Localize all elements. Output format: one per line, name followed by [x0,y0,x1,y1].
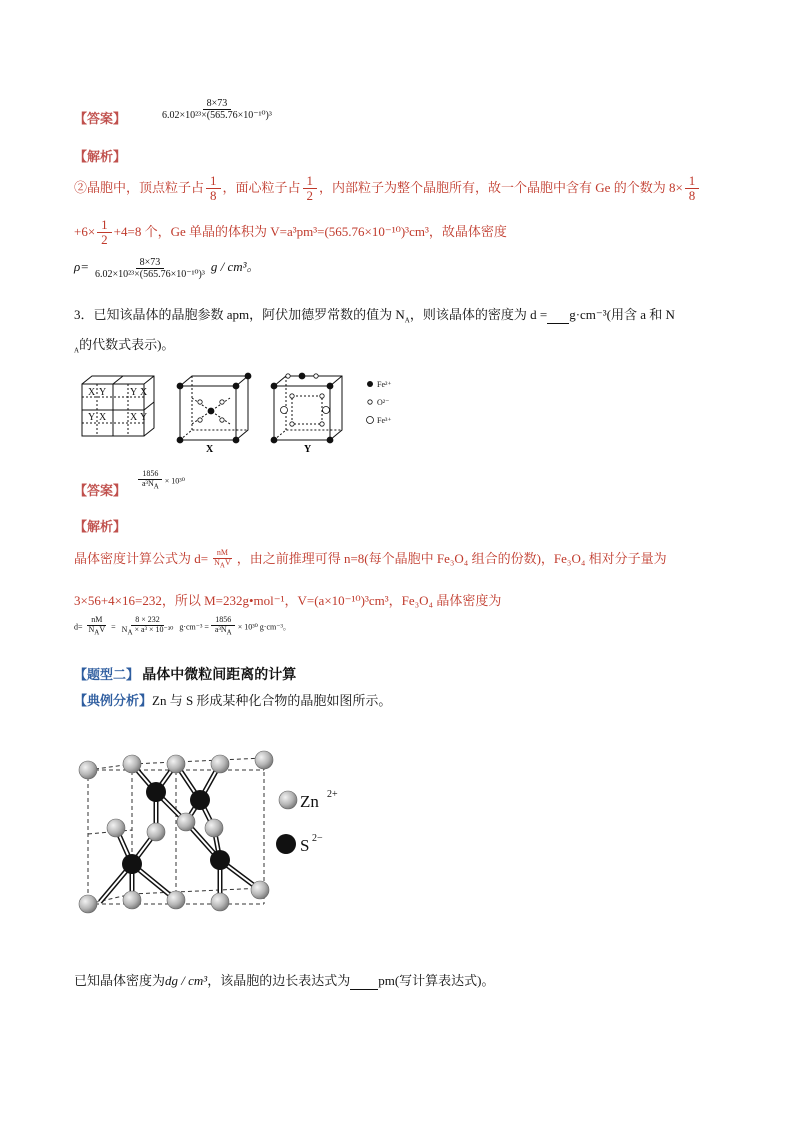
zns-bonds-outer [100,764,260,902]
x-cell-atoms [177,373,251,443]
answer-blank [547,307,569,324]
fraction-den: 8 [688,188,696,204]
fraction-den-tail: V [99,624,106,634]
analysis-text: ②晶胞中，顶点粒子占 [74,179,205,195]
fraction-num: 1 [206,174,221,189]
analysis-text: ，内部粒子为整个晶胞所有，故一个晶胞中含有 Ge 的个数为 8× [319,179,683,195]
cube-letter: X [140,387,148,398]
unit-text: g·cm⁻³ = [179,622,209,632]
analysis-text: +4=8 个，Ge 单晶的体积为 V=a³pm³=(565.76×10⁻¹⁰)³cm³，故晶体密度 [113,223,507,239]
question-variable: d [165,973,172,988]
cube-letter: Y [140,412,148,423]
fraction-den: 2 [306,188,314,204]
answer-formula [156,98,278,121]
rho-prefix: ρ= [74,259,90,274]
density-formula [74,256,260,280]
analysis-text: ，由之前推理可得 n=8(每个晶胞中 Fe₃O₄ 组合的份数)，Fe₃O₄ 相对分子量为 [236,551,667,566]
rho-unit: g / cm³。 [210,259,260,274]
rho-numerator: 8×73 [136,257,165,269]
fraction-den: N [88,624,95,634]
fraction-num: nM [87,616,106,626]
stem-text: 3．已知该晶体的晶胞参数 apm，阿伏加德罗常数的值为 N [74,307,405,322]
answer-denominator: 6.02×10²³×(565.76×10⁻¹⁰)³ [162,110,272,121]
stacked-cells-diagram [82,376,154,436]
fraction-den-sub: A [219,561,225,570]
analysis-text: ，面心粒子占 [222,179,301,195]
question-text: 已知晶体密度为 [74,973,166,988]
analysis-text: +6× [74,223,96,239]
answer-den-sub: A [153,482,159,491]
fraction-num: 1 [685,174,700,189]
section-tag: 【题型二】 [74,668,140,683]
answer-numerator: 1856 [138,470,162,480]
legend-zn-sup: 2+ [327,789,338,800]
rho-denominator: 6.02×10²³×(565.76×10⁻¹⁰)³ [95,268,205,280]
q3-analysis-line-2: 3×56+4×16=232，所以 M=232g•mol⁻¹，V=(a×10⁻¹⁰)³cm³，Fe₃O₄ 晶体密度为 [74,593,502,608]
fraction-num: 1 [303,174,318,189]
answer-denominator: a³N [142,478,154,488]
answer-tail: × 10³⁰ [164,476,185,486]
fraction-den-tail: V [224,558,231,568]
zns-bonds-inner [100,764,260,902]
analysis-line-1 [74,174,701,204]
fraction-den: 8 [210,188,217,204]
fe3o4-legend [367,380,392,425]
stem-sub: A [74,346,80,355]
fraction-den-sub: A [94,628,100,637]
example-text: Zn 与 S 形成某种化合物的晶胞如图所示。 [152,693,392,708]
cube-letter: Y [99,387,107,398]
fig-label-y: Y [304,444,312,455]
derivation-tail: × 10³⁰ g·cm⁻³。 [237,622,291,632]
q3-stem-line-1 [74,304,675,325]
legend-zn: Zn [300,792,319,811]
q3-analysis-line-1 [74,548,667,571]
answer-label: 【答案】 [74,112,127,127]
fig-label-x: X [206,444,214,455]
answer-blank [350,973,378,990]
analysis-label: 【解析】 [74,520,127,535]
section-heading [74,664,296,684]
fe3o4-cell-figure [80,372,410,456]
fraction-den: a³N [214,624,227,634]
legend-fe2: Fe²⁺ [377,380,392,389]
fraction-num: 1856 [211,616,235,626]
example-tag: 【典例分析】 [74,694,153,709]
derivation-prefix: d= [74,622,83,632]
analysis-label: 【解析】 [74,150,127,165]
fraction-num: 1 [97,218,112,233]
zns-legend [276,789,338,855]
fraction-den: N [121,624,128,634]
equals-sign: = [111,622,116,632]
answer-label: 【答案】 [74,484,127,499]
legend-o2: O²⁻ [377,398,390,407]
example-intro [74,690,391,709]
q3-stem-line-2 [74,334,174,355]
analysis-text: 晶体密度计算公式为 d= [74,551,209,566]
question-unit: g / cm³ [171,973,208,988]
fraction-den: 2 [101,232,108,248]
cube-letter: Y [88,412,96,423]
question-text: ，该晶胞的边长表达式为 [207,973,351,988]
y-cell-atoms [271,373,333,443]
legend-s-sup: 2− [312,833,323,844]
stem-text: ，则该晶体的密度为 d = [409,307,548,322]
fraction-num: nM [213,549,232,559]
zns-cell-figure [74,744,374,920]
cube-letter: X [88,387,96,398]
fraction-den-sub: A [226,628,232,637]
question-text: pm(写计算表达式)。 [378,973,495,988]
cube-letter: X [130,412,138,423]
stem-text: g·cm⁻³(用含 a 和 N [569,307,675,322]
section-title: 晶体中微粒间距离的计算 [142,667,297,683]
legend-fe3: Fe³⁺ [377,416,392,425]
fraction-den: N [214,558,220,568]
fraction-num: 8 × 232 [131,616,164,626]
fraction-den-sub: A [127,628,133,637]
density-question [74,970,494,990]
legend-s: S [300,836,310,855]
stem-sub: A [404,316,410,325]
answer-numerator: 8×73 [203,98,232,110]
q3-density-derivation [74,616,291,637]
fraction-den-tail: × a³ × 10⁻³⁰ [132,624,174,634]
stem-text: 的代数式表示)。 [79,337,175,352]
analysis-line-2 [74,218,507,248]
cube-letter: Y [130,387,138,398]
q3-answer-formula [136,470,185,491]
cube-letter: X [99,412,107,423]
